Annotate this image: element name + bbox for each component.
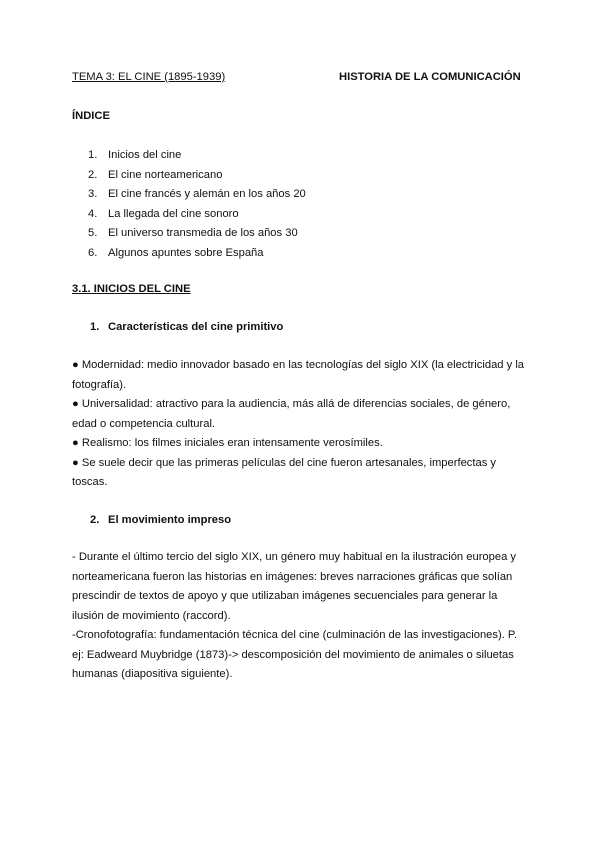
subsection-number: 2. — [90, 514, 100, 526]
toc-item-label: El universo transmedia de los años 30 — [108, 227, 298, 239]
text-line: ● Se suele decir que las primeras películas del cine fueron artesanales, imperfectas y — [72, 456, 497, 469]
movement-paragraph — [72, 550, 532, 687]
text-line: edad o competencia cultural. — [72, 417, 216, 430]
toc-item-number: 4. — [88, 207, 98, 220]
toc-item — [88, 187, 306, 207]
text-line: ● Universalidad: atractivo para la audiencia, más allá de diferencias sociales, de género, — [72, 398, 511, 410]
toc-item — [88, 207, 306, 227]
toc-item — [88, 168, 306, 188]
text-line: ilusión de movimiento (raccord). — [72, 609, 231, 622]
text-line: ● Realismo: los filmes iniciales eran intensamente verosímiles. — [72, 437, 383, 449]
subsection-heading — [90, 514, 231, 526]
subsection-number: 1. — [90, 321, 100, 333]
subsection-title: El movimiento impreso — [108, 514, 232, 526]
table-of-contents — [88, 148, 306, 265]
text-line: - Durante el último tercio del siglo XIX, un género muy habitual en la ilustración europea y — [72, 551, 517, 563]
text-line: humanas (diapositiva siguiente). — [72, 668, 233, 680]
toc-item-number: 6. — [88, 246, 98, 259]
toc-item-number: 3. — [88, 188, 98, 200]
toc-item-label: La llegada del cine sonoro — [108, 207, 239, 220]
text-line: ej: Eadweard Muybridge (1873)-> descomposición del movimiento de animales o siluetas — [72, 648, 514, 661]
toc-item-label: Algunos apuntes sobre España — [108, 246, 264, 259]
subsection-heading — [90, 321, 283, 333]
text-line: -Cronofotografía: fundamentación técnica del cine (culminación de las investigaciones). P. — [72, 629, 518, 641]
index-title: ÍNDICE — [72, 110, 110, 122]
toc-item — [88, 246, 306, 266]
toc-item — [88, 226, 306, 246]
text-line: fotografía). — [72, 378, 127, 391]
toc-item-label: Inicios del cine — [108, 149, 182, 161]
toc-item-label: El cine francés y alemán en los años 20 — [108, 188, 306, 200]
toc-item — [88, 148, 306, 168]
section-title: 3.1. INICIOS DEL CINE — [72, 283, 191, 295]
toc-item-number: 2. — [88, 168, 98, 181]
toc-item-label: El cine norteamericano — [108, 168, 223, 181]
text-line: prescindir de textos de apoyo y que utilizaban imágenes secuenciales para generar la — [72, 590, 498, 602]
toc-item-number: 1. — [88, 149, 98, 161]
text-line: ● Modernidad: medio innovador basado en las tecnologías del siglo XIX (la electricidad y la — [72, 359, 525, 371]
characteristics-paragraph — [72, 358, 532, 495]
subsection-title: Características del cine primitivo — [108, 321, 284, 333]
header-topic: TEMA 3: EL CINE (1895-1939) — [72, 71, 226, 83]
text-line: norteamericana fueron las historias en imágenes: breves narraciones gráficas que solían — [72, 570, 513, 583]
toc-item-number: 5. — [88, 227, 98, 239]
header-course: HISTORIA DE LA COMUNICACIÓN — [339, 71, 521, 83]
text-line: toscas. — [72, 476, 108, 488]
